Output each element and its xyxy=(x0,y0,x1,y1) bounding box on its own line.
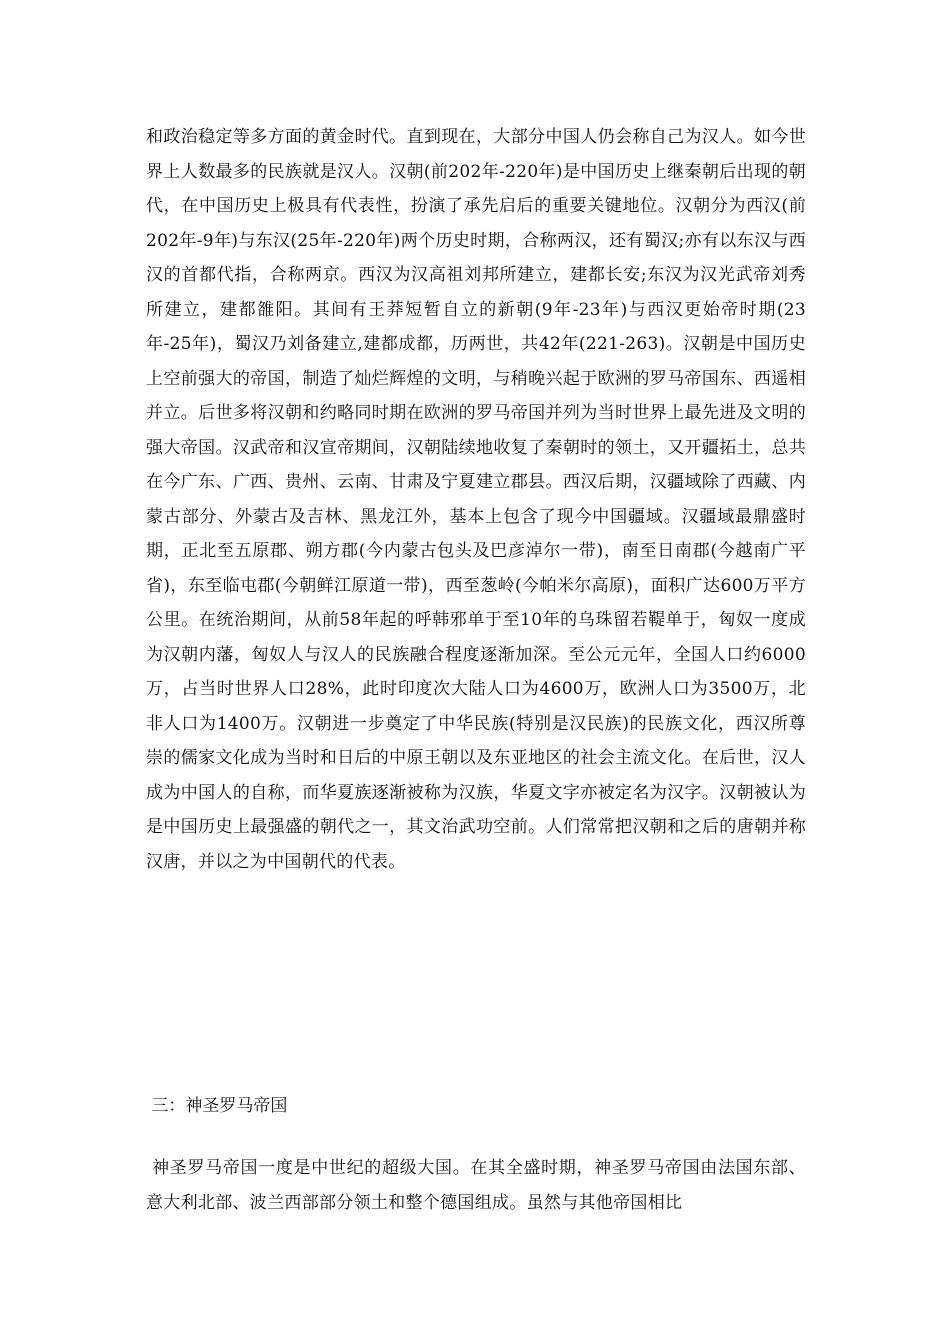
paragraph-han-dynasty: 和政治稳定等多方面的黄金时代。直到现在，大部分中国人仍会称自己为汉人。如今世界上人数最多的民族就是汉人。汉朝(前202年-220年)是中国历史上继秦朝后出现的朝代，在中国历史上极具有代表性，扮演了承先启后的重要关键地位。汉朝分为西汉(前202年-9年)与东汉(25年-220年)两个历史时期，合称两汉，还有蜀汉;亦有以东汉与西汉的首都代指，合称两京。西汉为汉高祖刘邦所建立，建都长安;东汉为汉光武帝刘秀所建立，建都雒阳。其间有王莽短暂自立的新朝(9年-23年)与西汉更始帝时期(23年-25年)，蜀汉乃刘备建立,建都成都，历两世，共42年(221-263)。汉朝是中国历史上空前强大的帝国，制造了灿烂辉煌的文明，与稍晚兴起于欧洲的罗马帝国东、西遥相并立。后世多将汉朝和约略同时期在欧洲的罗马帝国并列为当时世界上最先进及文明的强大帝国。汉武帝和汉宣帝期间，汉朝陆续地收复了秦朝时的领土，又开疆拓土，总共在今广东、广西、贵州、云南、甘肃及宁夏建立郡县。西汉后期，汉疆域除了西藏、内蒙古部分、外蒙古及吉林、黑龙江外，基本上包含了现今中国疆域。汉疆域最鼎盛时期，正北至五原郡、朔方郡(今内蒙古包头及巴彦淖尔一带)，南至日南郡(今越南广平省)，东至临屯郡(今朝鲜江原道一带)，西至葱岭(今帕米尔高原)，面积广达600万平方公里。在统治期间，从前58年起的呼韩邪单于至10年的乌珠留若鞮单于，匈奴一度成为汉朝内藩，匈奴人与汉人的民族融合程度逐渐加深。至公元元年，全国人口约6000万，占当时世界人口28%，此时印度次大陆人口为4600万，欧洲人口为3500万，北非人口为1400万。汉朝进一步奠定了中华民族(特别是汉民族)的民族文化，西汉所尊崇的儒家文化成为当时和日后的中原王朝以及东亚地区的社会主流文化。在后世，汉人成为中国人的自称，而华夏族逐渐被称为汉族，华夏文字亦被定名为汉字。汉朝被认为是中国历史上最强盛的朝代之一，其文治武功空前。人们常常把汉朝和之后的唐朝并称汉唐，并以之为中国朝代的代表。 xyxy=(146,127,807,872)
paragraph-holy-roman-empire: 神圣罗马帝国一度是中世纪的超级大国。在其全盛时期，神圣罗马帝国由法国东部、意大利北部、波兰西部部分领土和整个德国组成。虽然与其他帝国相比 xyxy=(146,1158,806,1213)
document-body xyxy=(146,120,806,879)
section-heading-holy-roman-empire: 三：神圣罗马帝国 xyxy=(146,1096,288,1116)
